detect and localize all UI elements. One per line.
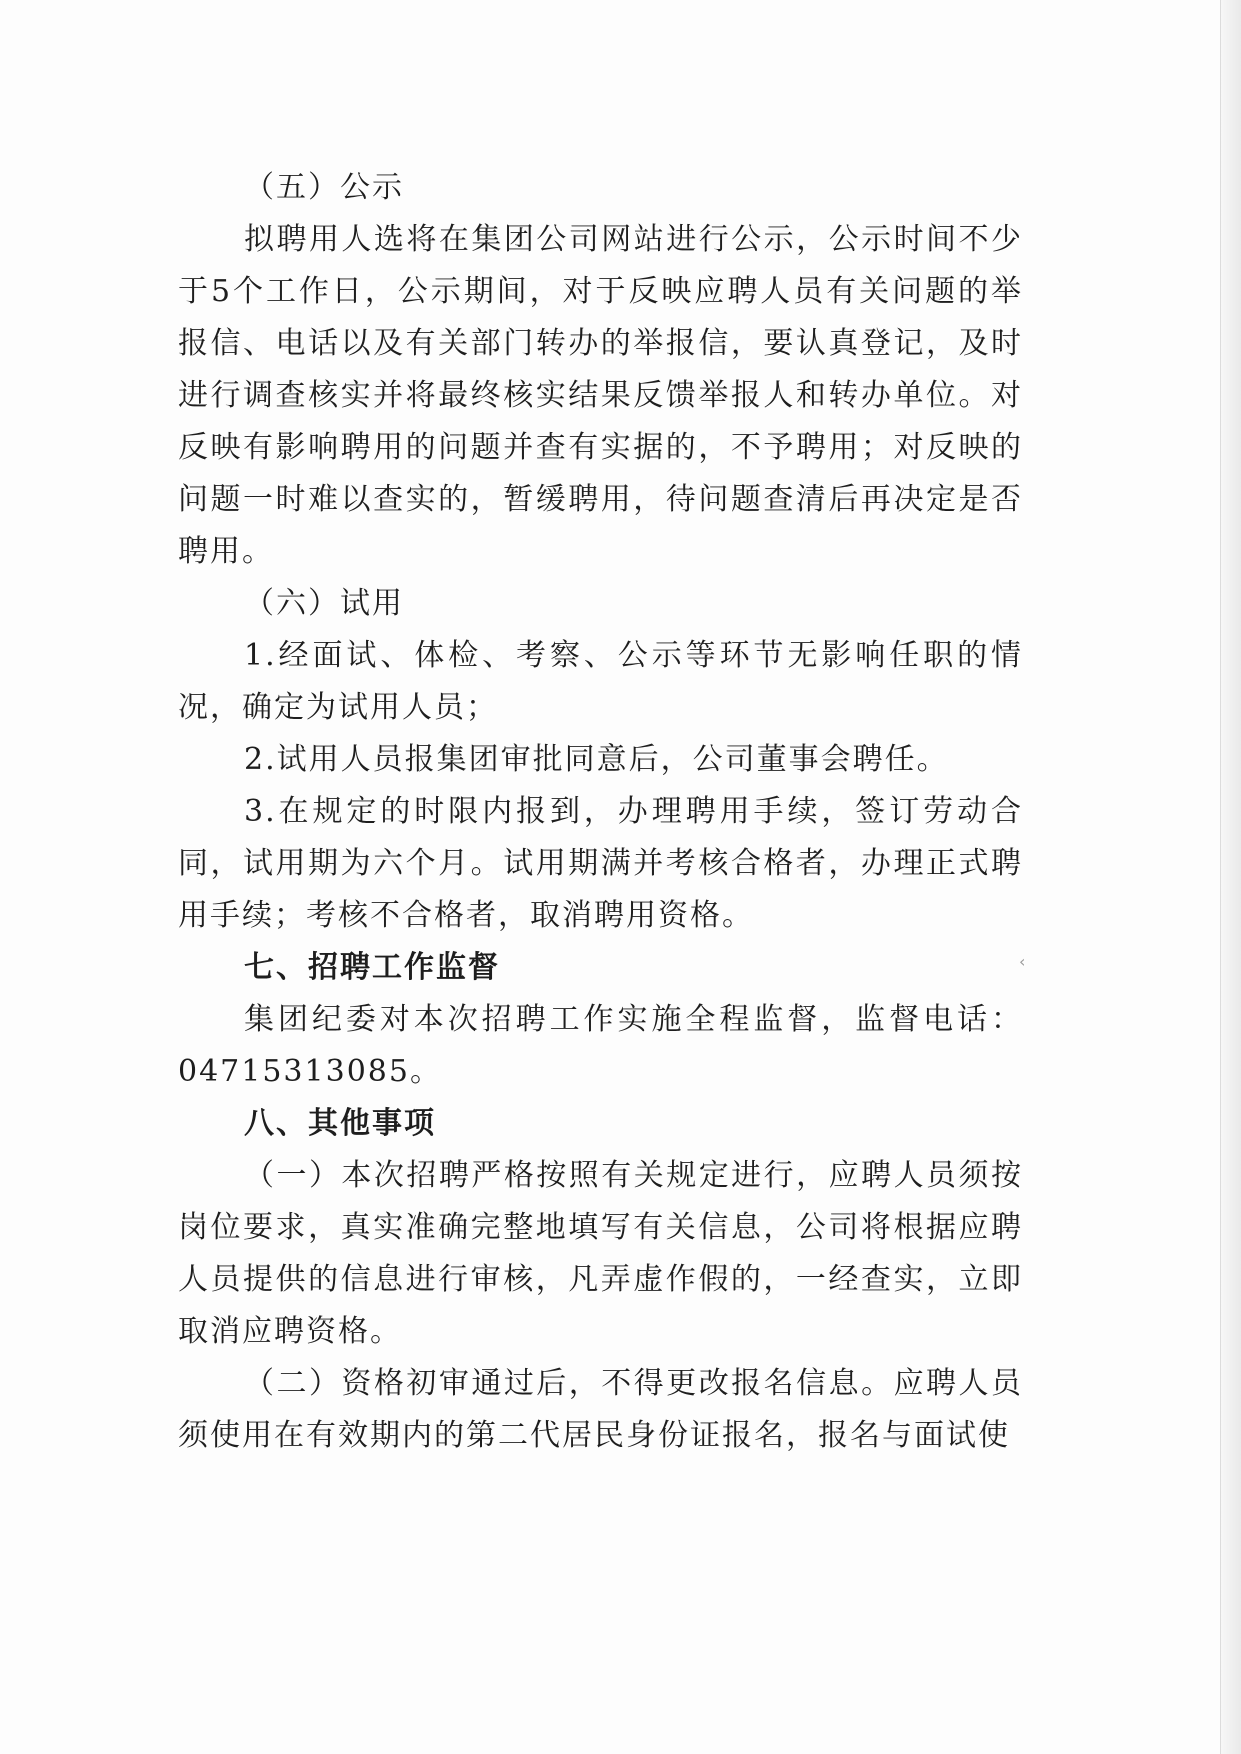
paragraph-publicity: 拟聘用人选将在集团公司网站进行公示，公示时间不少于5个工作日，公示期间，对于反映应聘人员有关问题的举报信、电话以及有关部门转办的举报信，要认真登记，及时进行调查核实并将最终核实结果反馈举报人和转办单位。对反映有影响聘用的问题并查有实据的，不予聘用；对反映的问题一时难以查实的，暂缓聘用，待问题查清后再决定是否聘用。 <box>178 222 1023 569</box>
section-subheading-probation: （六）试用 <box>244 586 404 621</box>
paragraph-supervision: 集团纪委对本次招聘工作实施全程监督，监督电话：04715313085。 <box>178 1002 1023 1089</box>
page-edge-shadow <box>1220 0 1241 1754</box>
margin-scan-mark: ‹ <box>1019 952 1026 971</box>
paragraph-probation-3: 3.在规定的时限内报到，办理聘用手续，签订劳动合同，试用期为六个月。试用期满并考核合格者，办理正式聘用手续；考核不合格者，取消聘用资格。 <box>178 794 1023 933</box>
paragraph-probation-1: 1.经面试、体检、考察、公示等环节无影响任职的情况，确定为试用人员； <box>178 638 1023 725</box>
paragraph-probation-2: 2.试用人员报集团审批同意后，公司董事会聘任。 <box>244 742 949 777</box>
section-heading-supervision: 七、招聘工作监督 <box>244 950 500 985</box>
document-body <box>178 162 1026 1462</box>
section-subheading-publicity: （五）公示 <box>244 170 404 205</box>
section-heading-other-matters: 八、其他事项 <box>244 1106 436 1141</box>
paragraph-other-2: （二）资格初审通过后，不得更改报名信息。应聘人员须使用在有效期内的第二代居民身份证报名，报名与面试使 <box>178 1366 1023 1453</box>
paragraph-other-1: （一）本次招聘严格按照有关规定进行，应聘人员须按岗位要求，真实准确完整地填写有关信息，公司将根据应聘人员提供的信息进行审核，凡弄虚作假的，一经查实，立即取消应聘资格。 <box>178 1158 1023 1349</box>
